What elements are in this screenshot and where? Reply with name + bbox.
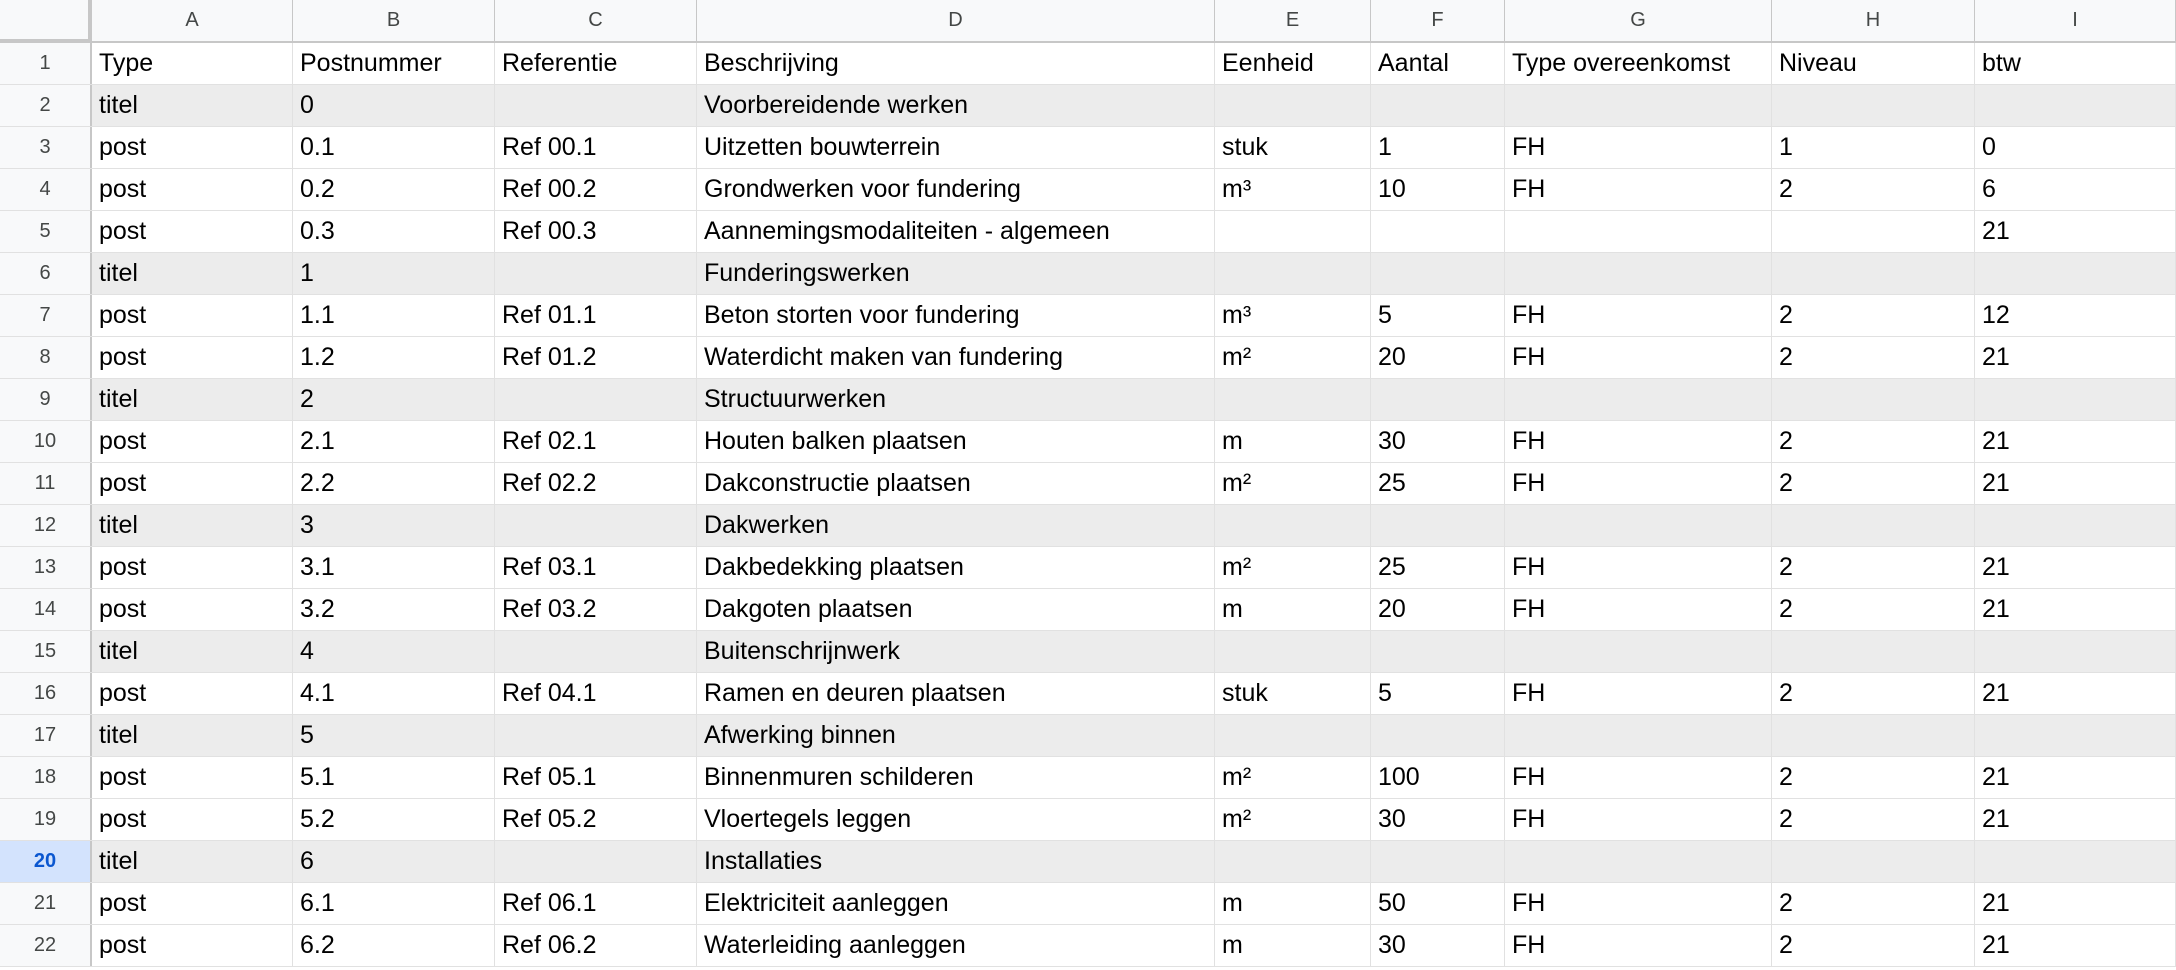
cell-b[interactable]: 4: [293, 631, 495, 672]
table-row: [0, 799, 2176, 841]
cell-g[interactable]: FH: [1505, 673, 1772, 714]
cell-e[interactable]: m: [1215, 589, 1371, 630]
cell-f[interactable]: [1371, 211, 1505, 252]
cell-h[interactable]: [1772, 841, 1975, 882]
cell-f[interactable]: 25: [1371, 547, 1505, 588]
cell-c[interactable]: [495, 715, 697, 756]
cell-f[interactable]: [1371, 631, 1505, 672]
cell-e[interactable]: m: [1215, 925, 1371, 966]
cell-f[interactable]: 30: [1371, 421, 1505, 462]
row-header[interactable]: 4: [0, 169, 92, 210]
table-row: [0, 715, 2176, 757]
cell-i[interactable]: 12: [1975, 295, 2176, 336]
cell-h[interactable]: [1772, 85, 1975, 126]
table-row: [0, 757, 2176, 799]
cell-h[interactable]: [1772, 505, 1975, 546]
cell-d[interactable]: Houten balken plaatsen: [697, 421, 1215, 462]
row-header[interactable]: 15: [0, 631, 92, 672]
cell-f[interactable]: 30: [1371, 799, 1505, 840]
cell-d[interactable]: Waterleiding aanleggen: [697, 925, 1215, 966]
row-header[interactable]: 10: [0, 421, 92, 462]
cell-i[interactable]: 21: [1975, 799, 2176, 840]
table-row: [0, 925, 2176, 967]
cell-c[interactable]: Ref 00.2: [495, 169, 697, 210]
cell-h[interactable]: 2: [1772, 799, 1975, 840]
row-header[interactable]: 22: [0, 925, 92, 966]
cell-c[interactable]: Ref 06.1: [495, 883, 697, 924]
table-row: [0, 589, 2176, 631]
cell-i[interactable]: 0: [1975, 127, 2176, 168]
cell-d[interactable]: Structuurwerken: [697, 379, 1215, 420]
cell-i[interactable]: [1975, 631, 2176, 672]
cell-b[interactable]: 6.1: [293, 883, 495, 924]
cell-i[interactable]: [1975, 85, 2176, 126]
cell-f[interactable]: [1371, 85, 1505, 126]
cell-g[interactable]: FH: [1505, 925, 1772, 966]
cell-a[interactable]: titel: [92, 85, 293, 126]
table-row: [0, 421, 2176, 463]
row-header[interactable]: 20: [0, 841, 92, 882]
cell-b[interactable]: 5.1: [293, 757, 495, 798]
cell-a[interactable]: titel: [92, 715, 293, 756]
cell-g[interactable]: FH: [1505, 295, 1772, 336]
cell-c[interactable]: Ref 05.1: [495, 757, 697, 798]
cell-h[interactable]: 2: [1772, 547, 1975, 588]
cell-f[interactable]: 20: [1371, 589, 1505, 630]
cell-b[interactable]: 2.2: [293, 463, 495, 504]
cell-h[interactable]: 2: [1772, 295, 1975, 336]
cell-e[interactable]: m: [1215, 421, 1371, 462]
cell-i[interactable]: 6: [1975, 169, 2176, 210]
cell-i[interactable]: 21: [1975, 925, 2176, 966]
cell-e[interactable]: Eenheid: [1215, 43, 1371, 84]
cell-f[interactable]: [1371, 715, 1505, 756]
cell-f[interactable]: [1371, 841, 1505, 882]
cell-g[interactable]: [1505, 715, 1772, 756]
cell-d[interactable]: Dakconstructie plaatsen: [697, 463, 1215, 504]
cell-b[interactable]: 3.2: [293, 589, 495, 630]
cell-d[interactable]: Voorbereidende werken: [697, 85, 1215, 126]
cell-a[interactable]: post: [92, 421, 293, 462]
cell-f[interactable]: 50: [1371, 883, 1505, 924]
row-header[interactable]: 21: [0, 883, 92, 924]
cell-c[interactable]: Ref 02.1: [495, 421, 697, 462]
cell-i[interactable]: 21: [1975, 463, 2176, 504]
column-header-a[interactable]: A: [92, 0, 293, 41]
cell-h[interactable]: [1772, 715, 1975, 756]
cell-g[interactable]: [1505, 85, 1772, 126]
cell-c[interactable]: Ref 05.2: [495, 799, 697, 840]
cell-i[interactable]: 21: [1975, 883, 2176, 924]
cell-e[interactable]: m²: [1215, 337, 1371, 378]
cell-h[interactable]: 2: [1772, 883, 1975, 924]
cell-i[interactable]: [1975, 253, 2176, 294]
cell-h[interactable]: 2: [1772, 463, 1975, 504]
cell-a[interactable]: post: [92, 337, 293, 378]
row-header[interactable]: 2: [0, 85, 92, 126]
cell-h[interactable]: [1772, 253, 1975, 294]
cell-c[interactable]: Ref 03.1: [495, 547, 697, 588]
cell-d[interactable]: Aannemingsmodaliteiten - algemeen: [697, 211, 1215, 252]
cell-e[interactable]: [1215, 505, 1371, 546]
cell-f[interactable]: [1371, 253, 1505, 294]
cell-d[interactable]: Installaties: [697, 841, 1215, 882]
cell-a[interactable]: post: [92, 799, 293, 840]
cell-f[interactable]: 30: [1371, 925, 1505, 966]
cell-b[interactable]: 0: [293, 85, 495, 126]
cell-a[interactable]: post: [92, 673, 293, 714]
row-header[interactable]: 6: [0, 253, 92, 294]
column-header-b[interactable]: B: [293, 0, 495, 41]
cell-b[interactable]: 2: [293, 379, 495, 420]
row-header[interactable]: 8: [0, 337, 92, 378]
cell-a[interactable]: titel: [92, 505, 293, 546]
cell-g[interactable]: [1505, 841, 1772, 882]
cell-c[interactable]: Ref 06.2: [495, 925, 697, 966]
cell-i[interactable]: [1975, 715, 2176, 756]
cell-b[interactable]: 0.1: [293, 127, 495, 168]
row-header[interactable]: 19: [0, 799, 92, 840]
row-header[interactable]: 14: [0, 589, 92, 630]
cell-h[interactable]: [1772, 379, 1975, 420]
cell-i[interactable]: 21: [1975, 421, 2176, 462]
cell-b[interactable]: Postnummer: [293, 43, 495, 84]
cell-h[interactable]: 2: [1772, 169, 1975, 210]
cell-f[interactable]: 25: [1371, 463, 1505, 504]
cell-d[interactable]: Vloertegels leggen: [697, 799, 1215, 840]
grid-body: [0, 43, 2176, 967]
cell-h[interactable]: 2: [1772, 673, 1975, 714]
cell-e[interactable]: m²: [1215, 463, 1371, 504]
cell-f[interactable]: 1: [1371, 127, 1505, 168]
cell-i[interactable]: 21: [1975, 589, 2176, 630]
cell-d[interactable]: Binnenmuren schilderen: [697, 757, 1215, 798]
cell-a[interactable]: post: [92, 169, 293, 210]
cell-b[interactable]: 1: [293, 253, 495, 294]
cell-i[interactable]: btw: [1975, 43, 2176, 84]
cell-d[interactable]: Elektriciteit aanleggen: [697, 883, 1215, 924]
cell-c[interactable]: [495, 841, 697, 882]
cell-h[interactable]: 2: [1772, 589, 1975, 630]
cell-c[interactable]: Ref 00.3: [495, 211, 697, 252]
cell-c[interactable]: Ref 02.2: [495, 463, 697, 504]
cell-a[interactable]: post: [92, 127, 293, 168]
table-row: [0, 211, 2176, 253]
cell-d[interactable]: Beton storten voor fundering: [697, 295, 1215, 336]
table-row: [0, 295, 2176, 337]
cell-f[interactable]: 10: [1371, 169, 1505, 210]
cell-b[interactable]: 5: [293, 715, 495, 756]
cell-h[interactable]: 2: [1772, 757, 1975, 798]
cell-e[interactable]: [1215, 211, 1371, 252]
column-header-e[interactable]: E: [1215, 0, 1371, 41]
cell-g[interactable]: FH: [1505, 589, 1772, 630]
cell-d[interactable]: Beschrijving: [697, 43, 1215, 84]
column-header-h[interactable]: H: [1772, 0, 1975, 41]
cell-g[interactable]: FH: [1505, 547, 1772, 588]
cell-d[interactable]: Dakgoten plaatsen: [697, 589, 1215, 630]
cell-g[interactable]: [1505, 505, 1772, 546]
cell-a[interactable]: titel: [92, 379, 293, 420]
cell-h[interactable]: 1: [1772, 127, 1975, 168]
row-header[interactable]: 11: [0, 463, 92, 504]
cell-d[interactable]: Afwerking binnen: [697, 715, 1215, 756]
cell-a[interactable]: post: [92, 589, 293, 630]
cell-d[interactable]: Dakbedekking plaatsen: [697, 547, 1215, 588]
cell-f[interactable]: 5: [1371, 295, 1505, 336]
row-header[interactable]: 18: [0, 757, 92, 798]
cell-i[interactable]: [1975, 379, 2176, 420]
cell-b[interactable]: 4.1: [293, 673, 495, 714]
cell-e[interactable]: stuk: [1215, 673, 1371, 714]
cell-c[interactable]: Ref 00.1: [495, 127, 697, 168]
cell-b[interactable]: 3.1: [293, 547, 495, 588]
cell-e[interactable]: m²: [1215, 799, 1371, 840]
cell-a[interactable]: Type: [92, 43, 293, 84]
table-row: [0, 841, 2176, 883]
cell-f[interactable]: 100: [1371, 757, 1505, 798]
table-row: [0, 253, 2176, 295]
cell-b[interactable]: 6: [293, 841, 495, 882]
cell-h[interactable]: 2: [1772, 925, 1975, 966]
cell-e[interactable]: [1215, 253, 1371, 294]
cell-g[interactable]: Type overeenkomst: [1505, 43, 1772, 84]
cell-f[interactable]: 5: [1371, 673, 1505, 714]
cell-a[interactable]: titel: [92, 841, 293, 882]
cell-h[interactable]: [1772, 631, 1975, 672]
cell-e[interactable]: m²: [1215, 757, 1371, 798]
cell-a[interactable]: post: [92, 883, 293, 924]
cell-g[interactable]: [1505, 211, 1772, 252]
cell-h[interactable]: [1772, 211, 1975, 252]
cell-f[interactable]: Aantal: [1371, 43, 1505, 84]
table-row: [0, 505, 2176, 547]
cell-d[interactable]: Grondwerken voor fundering: [697, 169, 1215, 210]
cell-c[interactable]: [495, 85, 697, 126]
table-row: [0, 547, 2176, 589]
cell-i[interactable]: 21: [1975, 547, 2176, 588]
cell-b[interactable]: 5.2: [293, 799, 495, 840]
row-header[interactable]: 7: [0, 295, 92, 336]
table-row: [0, 337, 2176, 379]
column-header-i[interactable]: I: [1975, 0, 2176, 41]
cell-c[interactable]: [495, 505, 697, 546]
cell-f[interactable]: 20: [1371, 337, 1505, 378]
cell-a[interactable]: titel: [92, 631, 293, 672]
cell-g[interactable]: FH: [1505, 127, 1772, 168]
cell-c[interactable]: Ref 01.2: [495, 337, 697, 378]
cell-a[interactable]: post: [92, 547, 293, 588]
cell-a[interactable]: post: [92, 463, 293, 504]
cell-e[interactable]: m³: [1215, 169, 1371, 210]
row-header[interactable]: 17: [0, 715, 92, 756]
cell-h[interactable]: 2: [1772, 337, 1975, 378]
table-row: [0, 85, 2176, 127]
cell-i[interactable]: 21: [1975, 673, 2176, 714]
cell-e[interactable]: [1215, 85, 1371, 126]
cell-a[interactable]: post: [92, 295, 293, 336]
cell-d[interactable]: Buitenschrijnwerk: [697, 631, 1215, 672]
cell-e[interactable]: m³: [1215, 295, 1371, 336]
column-header-g[interactable]: G: [1505, 0, 1772, 41]
cell-a[interactable]: titel: [92, 253, 293, 294]
cell-c[interactable]: Ref 01.1: [495, 295, 697, 336]
cell-b[interactable]: 2.1: [293, 421, 495, 462]
cell-f[interactable]: [1371, 379, 1505, 420]
cell-b[interactable]: 0.2: [293, 169, 495, 210]
select-all-corner[interactable]: [0, 0, 92, 43]
cell-g[interactable]: FH: [1505, 883, 1772, 924]
cell-g[interactable]: FH: [1505, 337, 1772, 378]
row-header[interactable]: 1: [0, 43, 92, 84]
cell-c[interactable]: Ref 04.1: [495, 673, 697, 714]
row-header[interactable]: 5: [0, 211, 92, 252]
cell-i[interactable]: 21: [1975, 757, 2176, 798]
cell-d[interactable]: Uitzetten bouwterrein: [697, 127, 1215, 168]
cell-a[interactable]: post: [92, 925, 293, 966]
table-row: [0, 673, 2176, 715]
row-header[interactable]: 12: [0, 505, 92, 546]
row-header[interactable]: 16: [0, 673, 92, 714]
row-header[interactable]: 13: [0, 547, 92, 588]
cell-a[interactable]: post: [92, 757, 293, 798]
cell-e[interactable]: stuk: [1215, 127, 1371, 168]
cell-g[interactable]: [1505, 631, 1772, 672]
cell-b[interactable]: 0.3: [293, 211, 495, 252]
column-header-row: [0, 0, 2176, 43]
cell-c[interactable]: [495, 253, 697, 294]
row-header[interactable]: 3: [0, 127, 92, 168]
cell-h[interactable]: Niveau: [1772, 43, 1975, 84]
cell-h[interactable]: 2: [1772, 421, 1975, 462]
table-row: [0, 631, 2176, 673]
table-row: [0, 379, 2176, 421]
cell-i[interactable]: 21: [1975, 211, 2176, 252]
cell-d[interactable]: Ramen en deuren plaatsen: [697, 673, 1215, 714]
cell-c[interactable]: Referentie: [495, 43, 697, 84]
cell-e[interactable]: m²: [1215, 547, 1371, 588]
cell-e[interactable]: [1215, 631, 1371, 672]
cell-g[interactable]: FH: [1505, 421, 1772, 462]
cell-d[interactable]: Dakwerken: [697, 505, 1215, 546]
table-row: [0, 169, 2176, 211]
cell-i[interactable]: [1975, 841, 2176, 882]
cell-i[interactable]: 21: [1975, 337, 2176, 378]
cell-f[interactable]: [1371, 505, 1505, 546]
header-data-row: [0, 43, 2176, 85]
cell-g[interactable]: FH: [1505, 799, 1772, 840]
cell-c[interactable]: Ref 03.2: [495, 589, 697, 630]
cell-g[interactable]: [1505, 379, 1772, 420]
column-header-d[interactable]: D: [697, 0, 1215, 41]
table-row: [0, 127, 2176, 169]
table-row: [0, 463, 2176, 505]
cell-e[interactable]: m: [1215, 883, 1371, 924]
cell-g[interactable]: FH: [1505, 169, 1772, 210]
cell-g[interactable]: FH: [1505, 757, 1772, 798]
cell-e[interactable]: [1215, 715, 1371, 756]
cell-b[interactable]: 1.1: [293, 295, 495, 336]
cell-g[interactable]: [1505, 253, 1772, 294]
cell-d[interactable]: Waterdicht maken van fundering: [697, 337, 1215, 378]
cell-a[interactable]: post: [92, 211, 293, 252]
cell-c[interactable]: [495, 631, 697, 672]
cell-i[interactable]: [1975, 505, 2176, 546]
cell-e[interactable]: [1215, 379, 1371, 420]
cell-d[interactable]: Funderingswerken: [697, 253, 1215, 294]
row-header[interactable]: 9: [0, 379, 92, 420]
cell-b[interactable]: 3: [293, 505, 495, 546]
cell-g[interactable]: FH: [1505, 463, 1772, 504]
cell-c[interactable]: [495, 379, 697, 420]
column-header-f[interactable]: F: [1371, 0, 1505, 41]
cell-b[interactable]: 6.2: [293, 925, 495, 966]
column-header-c[interactable]: C: [495, 0, 697, 41]
cell-e[interactable]: [1215, 841, 1371, 882]
cell-b[interactable]: 1.2: [293, 337, 495, 378]
table-row: [0, 883, 2176, 925]
